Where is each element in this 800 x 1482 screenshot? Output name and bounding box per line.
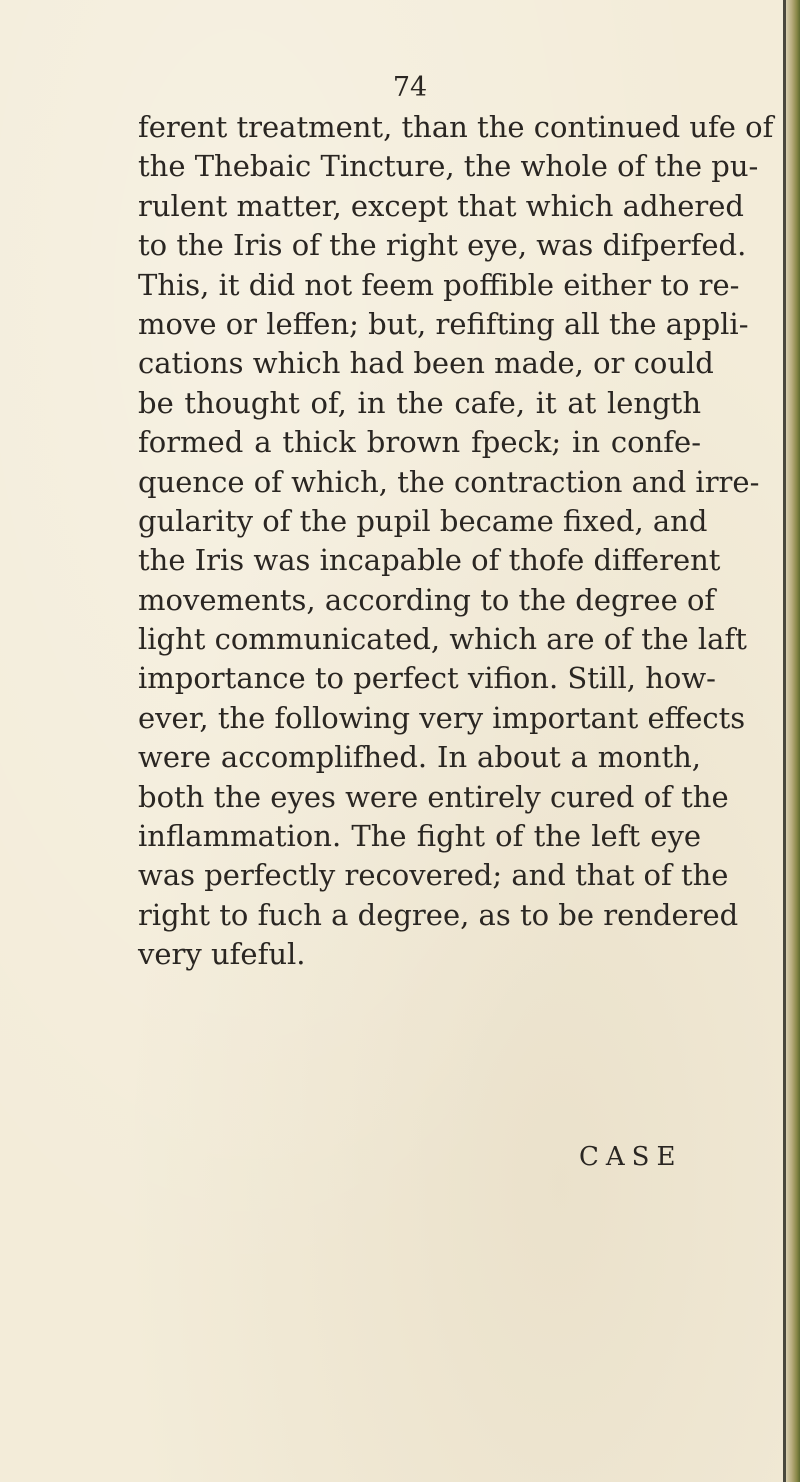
text-line: be thought of, in the cafe, it at length: [138, 385, 701, 420]
text-line: quence of which, the contraction and irre-: [138, 464, 760, 499]
text-line: ever, the following very important effects: [138, 700, 746, 735]
text-line: were accomplifhed. In about a month,: [138, 740, 701, 775]
body-text: [138, 108, 774, 975]
text-line: the Thebaic Tincture, the whole of the pu-: [138, 149, 759, 184]
text-line: movements, according to the degree of: [138, 582, 716, 617]
text-line: inflammation. The fight of the left eye: [138, 819, 701, 854]
text-line: the Iris was incapable of thofe different: [138, 543, 721, 578]
text-line: gularity of the pupil became fixed, and: [138, 503, 708, 538]
text-line: to the Iris of the right eye, was difperfed.: [138, 228, 747, 263]
page-edge: [786, 0, 800, 1482]
text-line: light communicated, which are of the laft: [138, 622, 747, 657]
text-line: cations which had been made, or could: [138, 346, 714, 381]
text-line: importance to perfect vifion. Still, how-: [138, 661, 716, 696]
text-line: rulent matter, except that which adhered: [138, 188, 744, 223]
text-line-last: very ufeful.: [138, 937, 306, 972]
text-line: right to fuch a degree, as to be rendered: [138, 897, 739, 932]
text-line: formed a thick brown fpeck; in confe-: [138, 425, 701, 460]
text-line: was perfectly recovered; and that of the: [138, 858, 729, 893]
page-number: 74: [392, 72, 428, 103]
text-line: both the eyes were entirely cured of the: [138, 779, 729, 814]
catchword: CASE: [579, 1142, 683, 1172]
text-line: move or leffen; but, refifting all the appli-: [138, 306, 749, 341]
binding-line: [783, 0, 786, 1482]
text-line: This, it did not feem poffible either to re-: [138, 267, 740, 302]
text-line: ferent treatment, than the continued ufe of: [138, 110, 774, 144]
